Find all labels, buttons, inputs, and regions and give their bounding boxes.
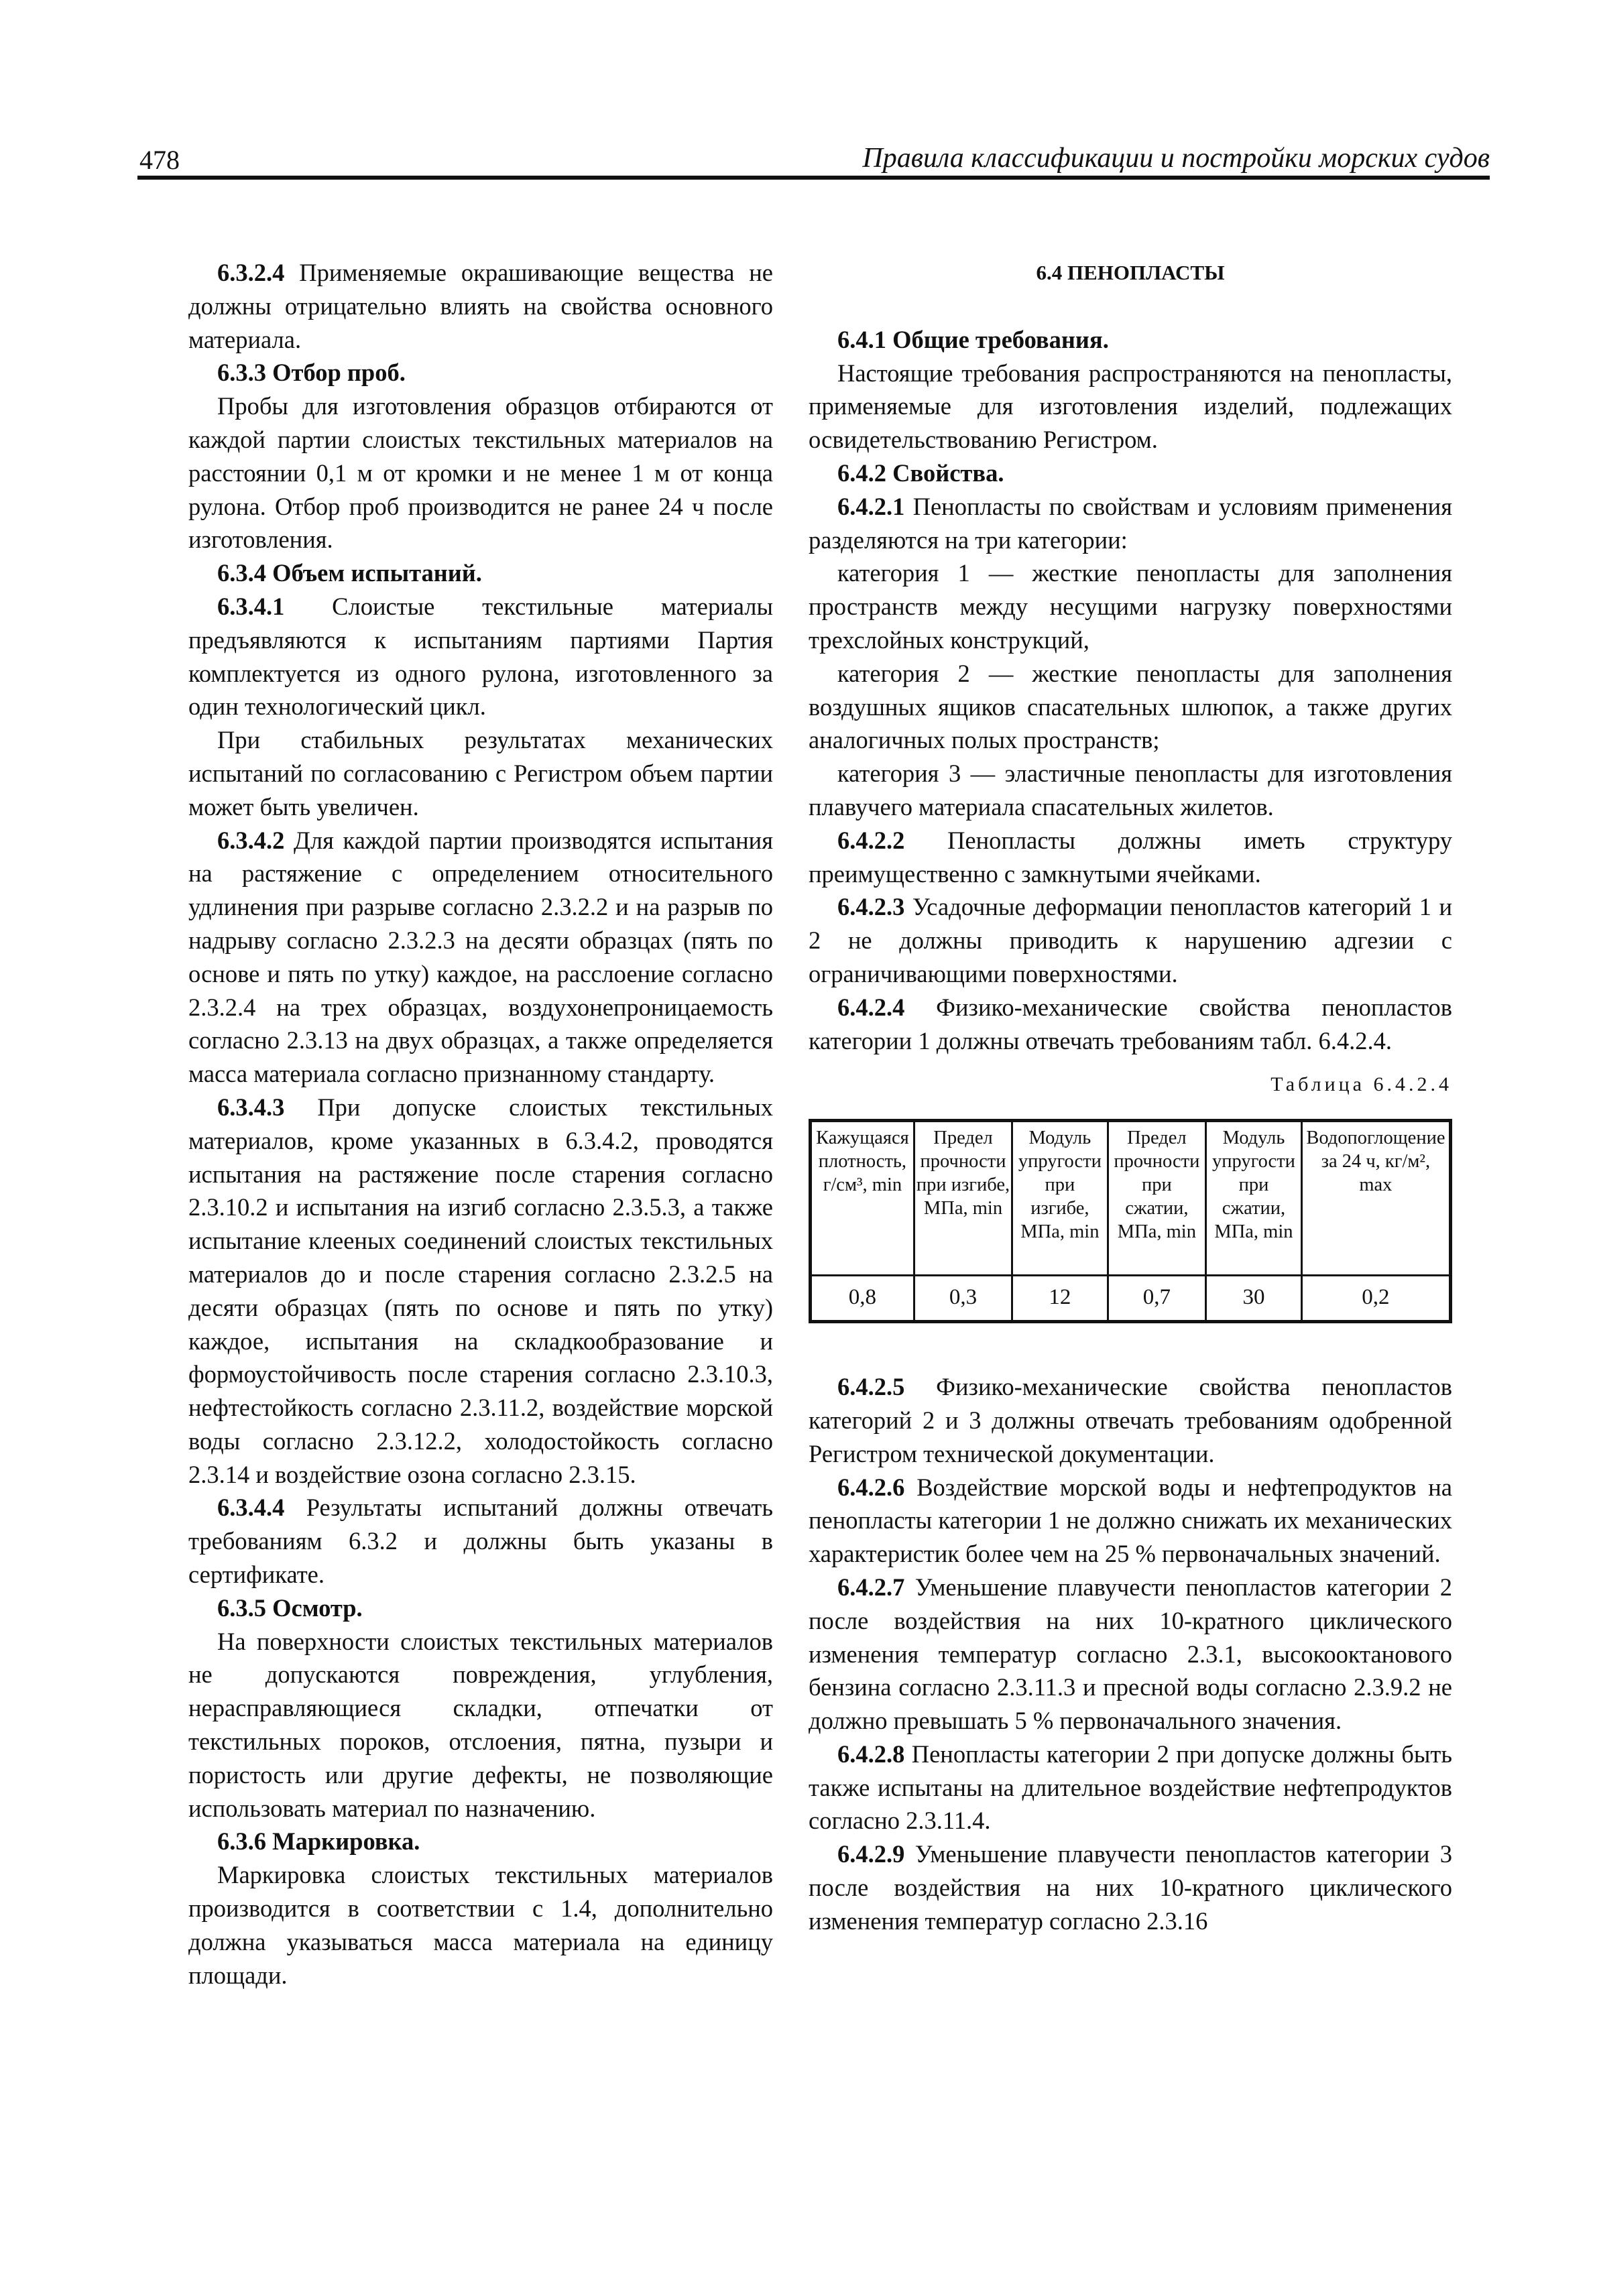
clause-number: 6.4.1 <box>837 325 886 353</box>
left-column <box>188 256 773 1992</box>
paragraph <box>809 357 1452 457</box>
properties-table <box>809 1119 1452 1323</box>
paragraph <box>188 1091 773 1492</box>
paragraph <box>188 590 773 723</box>
paragraph-text: категория 3 — эластичные пенопласты для изготовления плавучего материала спасательных жилетов. <box>809 760 1452 821</box>
table-row <box>811 1276 1451 1322</box>
table-header-cell: Водопоглощение за 24 ч, кг/м², max <box>1301 1121 1450 1276</box>
paragraph-text: При допуске слоистых текстильных материалов, кроме указанных в 6.3.4.2, проводятся испытания на растяжение после старения согласно 2.3.10.2 и испытания на изгиб согласно 2.3.5.3, а также испытание клееных соединений слоистых текстильных материалов до и после старения согласно 2.3.2.5 на десяти образцах (пять по основе и пять по утку) каждое, испытания на складкообразование и формоустойчивость после старения согласно 2.3.10.3, нефтестойкость согласно 2.3.11.2, воздействие морской воды согласно 2.3.12.2, холодостойкость согласно 2.3.14 и воздействие озона согласно 2.3.15. <box>188 1093 774 1488</box>
clause-number: 6.3.4.1 <box>217 592 285 620</box>
paragraph-text: Маркировка слоистых текстильных материалов производится в соответствии с 1.4, дополнительно должна указываться масса материала на единицу площади. <box>188 1861 773 1989</box>
subsection-heading <box>188 1825 773 1858</box>
paragraph-text: Уменьшение плавучести пенопластов категории 2 после воздействия на них 10-кратного циклического изменения температур согласно 2.3.1, высокооктанового бензина согласно 2.3.11.3 и пресной воды согласно 2.3.9.2 не должно превышать 5 % первоначального значения. <box>809 1573 1453 1735</box>
paragraph <box>809 824 1452 891</box>
table-cell: 30 <box>1206 1276 1302 1322</box>
paragraph-text: Слоистые текстильные материалы предъявляются к испытаниям партиями Партия комплектуется из одного рулона, изготовленного за один технологический цикл. <box>188 592 774 721</box>
paragraph <box>188 824 773 1091</box>
paragraph-text: Пробы для изготовления образцов отбираются от каждой партии слоистых текстильных материалов на расстоянии 0,1 м от кромки и не менее 1 м от конца рулона. Отбор проб производится не ранее 24 ч после изготовления. <box>188 392 773 554</box>
clause-number: 6.3.6 <box>217 1827 266 1856</box>
paragraph-text: Осмотр. <box>272 1593 363 1622</box>
paragraph-text: Воздействие морской воды и нефтепродуктов на пенопласты категории 1 не должно снижать их механических характеристик более чем на 25 % первоначальных значений. <box>809 1473 1452 1568</box>
section-heading: 6.4 ПЕНОПЛАСТЫ <box>1036 261 1225 284</box>
paragraph <box>188 1858 773 1992</box>
paragraph-text: Для каждой партии производятся испытания на растяжение с определением относительного удлинения при разрыве согласно 2.3.2.2 и на разрыв по надрыву согласно 2.3.2.3 на десяти образцах (пять по основе и пять по утку) каждое, на расслоение согласно 2.3.2.4 на трех образцах, воздухонепроницаемость согласно 2.3.13 на двух образцах, а также определяется масса материала согласно признанному стандарту. <box>188 826 774 1088</box>
clause-number: 6.3.4.2 <box>217 826 285 854</box>
paragraph <box>188 723 773 823</box>
paragraph <box>809 890 1452 990</box>
clause-number: 6.3.5 <box>217 1593 266 1622</box>
paragraph-text: категория 1 — жесткие пенопласты для заполнения пространств между несущими нагрузку поверхностями трехслойных конструкций, <box>809 559 1452 654</box>
subsection-heading <box>188 1591 773 1625</box>
paragraph <box>809 490 1452 557</box>
subsection-heading <box>188 556 773 590</box>
header-rule <box>137 176 1490 180</box>
paragraph-text: Объем испытаний. <box>272 559 482 587</box>
clause-number: 6.4.2 <box>837 459 886 487</box>
paragraph-text: Общие требования. <box>892 325 1109 353</box>
table-cell: 12 <box>1012 1276 1108 1322</box>
paragraph-text: Результаты испытаний должны отвечать требованиям 6.3.2 и должны быть указаны в сертификате. <box>188 1494 774 1589</box>
page-number: 478 <box>139 145 180 175</box>
paragraph-text: Уменьшение плавучести пенопластов категории 3 после воздействия на них 10-кратного циклического изменения температур согласно 2.3.16 <box>809 1840 1453 1935</box>
clause-number: 6.4.2.7 <box>837 1573 905 1601</box>
paragraph-text: Настоящие требования распространяются на пенопласты, применяемые для изготовления изделий, подлежащих освидетельствованию Регистром. <box>809 359 1452 454</box>
paragraph-text: Маркировка. <box>272 1827 420 1856</box>
paragraph-text: Пенопласты должны иметь структуру преимущественно с замкнутыми ячейками. <box>809 826 1452 888</box>
paragraph-text: При стабильных результатах механических испытаний по согласованию с Регистром объем партии может быть увеличен. <box>188 726 773 821</box>
clause-number: 6.4.2.4 <box>837 993 905 1021</box>
right-column <box>809 256 1452 1938</box>
paragraph <box>809 991 1452 1058</box>
subsection-heading <box>188 356 773 389</box>
clause-number: 6.3.3 <box>217 359 266 387</box>
clause-number: 6.4.2.3 <box>837 893 905 921</box>
clause-number: 6.4.2.8 <box>837 1740 905 1768</box>
table-header-row <box>811 1121 1451 1276</box>
table-caption: Таблица 6.4.2.4 <box>1270 1073 1452 1096</box>
paragraph <box>809 757 1452 824</box>
clause-number: 6.3.4 <box>217 559 266 587</box>
subsection-heading <box>809 457 1452 490</box>
paragraph-text: На поверхности слоистых текстильных материалов не допускаются повреждения, углубления, нерасправляющиеся складки, отпечатки от текстильных пороков, отслоения, пятна, пузыри и пористость или другие дефекты, не позволяющие использовать материал по назначению. <box>188 1627 773 1822</box>
table-cell: 0,8 <box>811 1276 914 1322</box>
clause-number: 6.4.2.5 <box>837 1373 905 1401</box>
paragraph <box>188 256 773 356</box>
running-header-title: Правила классификации и постройки морских судов <box>862 143 1490 174</box>
table-cell: 0,3 <box>914 1276 1012 1322</box>
paragraph-text: Физико-механические свойства пенопластов категорий 2 и 3 должны отвечать требованиям одобренной Регистром технической документации. <box>809 1373 1452 1467</box>
clause-number: 6.4.2.1 <box>837 492 905 520</box>
paragraph-text: Отбор проб. <box>272 359 406 387</box>
table-cell: 0,2 <box>1301 1276 1450 1322</box>
table-header-cell: Предел прочности при сжатии, МПа, min <box>1108 1121 1206 1276</box>
clause-number: 6.4.2.2 <box>837 826 905 854</box>
table-header-cell: Предел прочности при изгибе, МПа, min <box>914 1121 1012 1276</box>
table-cell: 0,7 <box>1108 1276 1206 1322</box>
clause-number: 6.3.4.4 <box>217 1494 285 1522</box>
paragraph <box>809 1738 1452 1837</box>
clause-number: 6.4.2.6 <box>837 1473 905 1501</box>
paragraph <box>809 657 1452 757</box>
clause-number: 6.4.2.9 <box>837 1840 905 1868</box>
paragraph <box>188 1625 773 1825</box>
paragraph-text: Свойства. <box>892 459 1004 487</box>
clause-number: 6.3.4.3 <box>217 1093 285 1121</box>
paragraph-text: Физико-механические свойства пенопластов категории 1 должны отвечать требованиям табл. 6.4.2.4. <box>809 993 1452 1054</box>
paragraph-text: Усадочные деформации пенопластов категорий 1 и 2 не должны приводить к нарушению адгезии с ограничивающими поверхностями. <box>809 893 1452 987</box>
paragraph-text: категория 2 — жесткие пенопласты для заполнения воздушных ящиков спасательных шлюпок, а также других аналогичных полых пространств; <box>809 659 1452 754</box>
table-header-cell: Модуль упругости при сжатии, МПа, min <box>1206 1121 1302 1276</box>
paragraph <box>809 1370 1452 1470</box>
clause-number: 6.3.2.4 <box>217 259 285 286</box>
table-header-cell: Кажущаяся плотность, г/см³, min <box>811 1121 914 1276</box>
paragraph <box>809 1571 1452 1738</box>
paragraph <box>188 389 773 556</box>
subsection-heading <box>809 323 1452 357</box>
paragraph-text: Пенопласты категории 2 при допуске должны быть также испытаны на длительное воздействие нефтепродуктов согласно 2.3.11.4. <box>809 1740 1452 1835</box>
table-header-cell: Модуль упругости при изгибе, МПа, min <box>1012 1121 1108 1276</box>
paragraph <box>809 556 1452 656</box>
paragraph <box>188 1491 773 1591</box>
paragraph <box>809 1837 1452 1937</box>
right-paragraphs-a <box>809 323 1452 1058</box>
paragraph-text: Применяемые окрашивающие вещества не должны отрицательно влиять на свойства основного материала. <box>188 259 773 353</box>
paragraph <box>809 1471 1452 1571</box>
paragraph-text: Пенопласты по свойствам и условиям применения разделяются на три категории: <box>809 492 1452 554</box>
right-paragraphs-b <box>809 1370 1452 1938</box>
